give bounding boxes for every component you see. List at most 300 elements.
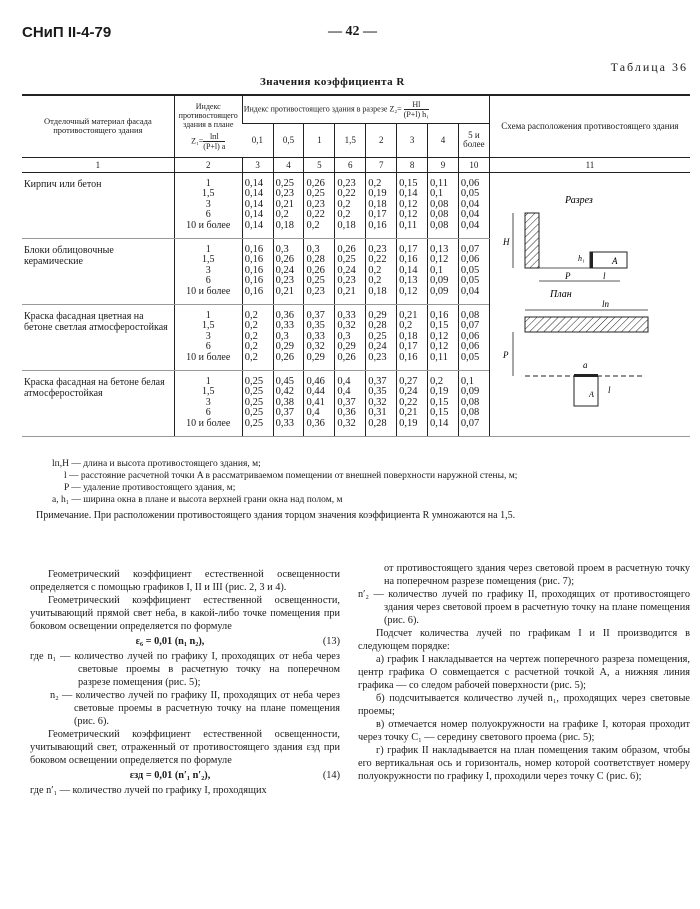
r-value: 0,26 (306, 264, 325, 276)
value-cell (428, 370, 459, 436)
r-value: 0,22 (306, 209, 325, 220)
r-value: 0,14 (244, 209, 264, 220)
r-value: 0,24 (399, 386, 418, 397)
r-value: 0,17 (368, 209, 387, 220)
r-value: 0,29 (337, 341, 356, 352)
z1-value: 1,5 (201, 320, 215, 331)
value-cell (242, 304, 273, 370)
equation-number: (13) (322, 636, 340, 647)
material-cell: Кирпич или бетон (22, 172, 174, 238)
definition: n′₂ — количество лучей по графику II, проходящих от противостоящего здания через световой проем в расчетную точку на плане помещения (рис. 6). (358, 589, 690, 626)
value-cell (428, 172, 459, 238)
r-value: 0,28 (368, 417, 387, 429)
r-value: 0,08 (460, 396, 480, 408)
r-value: 0,22 (337, 188, 356, 199)
header-scheme: Схема расположения противостоящего здания (489, 95, 690, 157)
column-number: 4 (273, 157, 304, 172)
value-cell (242, 370, 273, 436)
value-cell (458, 370, 489, 436)
material-cell: Блоки облицовочные керамические (22, 238, 174, 304)
column-number: 5 (304, 157, 335, 172)
r-value: 0,46 (306, 375, 325, 387)
column-number: 3 (242, 157, 273, 172)
r-value: 0,2 (337, 209, 351, 220)
r-value: 0,21 (275, 198, 294, 210)
r-value: 0,25 (244, 417, 264, 429)
label-P: P (564, 270, 571, 281)
r-value: 0,04 (460, 219, 480, 231)
r-value: 0,06 (460, 177, 480, 189)
z2-value-header: 5 и более (458, 123, 489, 157)
r-value: 0,33 (275, 417, 294, 429)
value-cell (304, 172, 335, 238)
r-value: 0,33 (306, 330, 325, 342)
r-value: 0,32 (337, 417, 356, 429)
z1-value: 10 и более (186, 351, 231, 363)
page-number: — 42 — (328, 24, 377, 39)
r-value: 0,23 (368, 243, 387, 255)
r-value: 0,15 (430, 407, 449, 418)
z1-value: 3 (205, 330, 211, 342)
legend-item: a, h₁ — ширина окна в плане и высота верхней грани окна над полом, м (52, 495, 343, 505)
value-cell (397, 238, 428, 304)
z1-cell (174, 304, 242, 370)
r-value: 0,45 (275, 375, 294, 387)
r-value: 0,2 (368, 177, 382, 189)
r-value: 0,14 (430, 417, 449, 429)
value-cell (458, 304, 489, 370)
column-number: 8 (397, 157, 428, 172)
step-a: а) график I накладывается на чертеж поперечного разреза помещения, центр графика O совмещается с расчетной точкой A, а нижняя линия графика — со следом рабочей поверхности (рис. 5); (358, 654, 690, 691)
value-cell (335, 172, 366, 238)
r-value: 0,2 (399, 320, 413, 331)
r-value: 0,22 (368, 254, 387, 265)
r-value: 0,14 (399, 188, 418, 199)
r-value: 0,18 (337, 219, 356, 231)
z1-value: 3 (205, 198, 211, 210)
r-value: 0,1 (460, 375, 475, 387)
r-value: 0,38 (275, 396, 294, 408)
room (590, 252, 627, 268)
r-value: 0,19 (399, 417, 418, 429)
r-value: 0,1 (430, 264, 444, 276)
z1-value: 6 (205, 275, 211, 286)
r-value: 0,2 (244, 351, 258, 363)
r-value: 0,08 (430, 198, 449, 210)
r-value: 0,36 (337, 407, 356, 418)
value-cell (335, 370, 366, 436)
r-value: 0,2 (368, 275, 382, 286)
r-value: 0,41 (306, 396, 325, 408)
r-value: 0,44 (306, 386, 325, 397)
value-cell (273, 238, 304, 304)
r-value: 0,25 (244, 375, 264, 387)
value-cell (304, 238, 335, 304)
formula-13 (30, 635, 340, 648)
r-value: 0,2 (244, 320, 258, 331)
material-cell: Краска фасадная на бетоне белая атмосферостойкая (22, 370, 174, 436)
z2-value-header: 0,5 (273, 123, 304, 157)
r-value: 0,13 (399, 275, 418, 286)
value-cell (273, 370, 304, 436)
value-cell (335, 238, 366, 304)
z1-value: 1 (205, 309, 211, 321)
r-value: 0,25 (368, 330, 387, 342)
r-value: 0,08 (430, 209, 449, 220)
r-value: 0,24 (337, 264, 356, 276)
z1-value: 3 (205, 396, 211, 408)
section-view (502, 195, 627, 281)
r-value: 0,23 (275, 188, 294, 199)
r-value: 0,14 (244, 198, 264, 210)
value-cell (458, 172, 489, 238)
r-value: 0,21 (275, 285, 294, 297)
column-number: 1 (22, 157, 174, 172)
z1-value: 1 (205, 177, 211, 189)
r-value: 0,26 (275, 254, 294, 265)
r-value: 0,2 (275, 209, 289, 220)
scheme-cell (489, 172, 690, 436)
r-value: 0,05 (460, 188, 480, 199)
r-value: 0,08 (460, 309, 480, 321)
left-column (30, 568, 340, 797)
opposing-building-plan (525, 317, 648, 332)
r-value: 0,2 (430, 375, 444, 387)
room-plan (574, 376, 598, 406)
r-value: 0,14 (244, 219, 264, 231)
value-cell (366, 370, 397, 436)
r-value: 0,09 (460, 386, 480, 397)
header-material: Отделочный материал фасада противостоящего здания (22, 95, 174, 157)
r-value: 0,11 (399, 219, 418, 231)
header-plan-index-label: Индекс противостоящего здания в плане (178, 101, 238, 129)
r-value: 0,3 (306, 243, 320, 255)
r-value: 0,15 (430, 320, 449, 331)
step-d: г) график II накладывается на план помещения таким образом, чтобы его вертикальная ось и горизонталь, номер которой соответствует номеру полуокружности по графику I, проходили через точку C (рис. 6); (358, 745, 690, 782)
r-value: 0,14 (244, 177, 264, 189)
r-value: 0,2 (306, 219, 320, 231)
r-value: 0,16 (244, 243, 264, 255)
table-row-group (22, 172, 690, 238)
z2-value-header: 3 (397, 123, 428, 157)
value-cell (273, 304, 304, 370)
r-value: 0,04 (460, 198, 480, 210)
formula-left: Z₁= (191, 136, 204, 146)
r-value: 0,2 (244, 341, 258, 352)
r-value: 0,13 (430, 243, 449, 255)
r-value: 0,25 (244, 407, 264, 418)
r-value: 0,05 (460, 351, 480, 363)
value-cell (397, 172, 428, 238)
r-value: 0,06 (460, 254, 480, 265)
column-number: 2 (174, 157, 242, 172)
r-value: 0,18 (275, 219, 294, 231)
label-ln: lп (601, 298, 609, 309)
value-cell (273, 172, 304, 238)
scheme-diagram (490, 173, 690, 443)
plan-formula (176, 132, 241, 151)
r-value: 0,29 (306, 351, 325, 363)
z1-value: 6 (205, 209, 211, 220)
formula-text: εзд = 0,01 (n′₁ n′₂), (129, 770, 211, 781)
label-A-plan: A (588, 389, 594, 399)
r-value: 0,04 (460, 285, 480, 297)
definition-continued: от противостоящего здания через световой проем в расчетную точку на поперечном разрезе помещения (рис. 7); (384, 563, 690, 587)
r-value: 0,33 (337, 309, 356, 321)
r-value: 0,25 (306, 275, 325, 286)
legend-item: P — удаление противостоящего здания, м; (64, 483, 236, 493)
r-value: 0,23 (337, 275, 356, 286)
paragraph: Подсчет количества лучей по графикам I и II производится в следующем порядке: (358, 628, 690, 652)
value-cell (304, 370, 335, 436)
table-number: Таблица 36 (610, 60, 688, 74)
value-cell (428, 238, 459, 304)
r-value: 0,18 (368, 198, 387, 210)
r-value: 0,07 (460, 417, 480, 429)
r-value: 0,37 (275, 407, 294, 418)
z2-value-header: 1 (304, 123, 335, 157)
r-value: 0,18 (399, 330, 418, 342)
r-value: 0,36 (275, 309, 294, 321)
plan-view (502, 289, 648, 406)
right-column (358, 562, 690, 783)
r-value: 0,2 (337, 198, 351, 210)
r-value: 0,22 (399, 396, 418, 408)
r-value: 0,2 (368, 264, 382, 276)
value-cell (366, 304, 397, 370)
r-value: 0,33 (275, 320, 294, 331)
r-value: 0,16 (368, 219, 387, 231)
table-note: Примечание. При расположении противостоящего здания торцом значения коэффициента R умножаются на 1,5. (36, 510, 516, 521)
r-value: 0,4 (337, 386, 351, 397)
r-value: 0,16 (244, 275, 264, 286)
definition: где n′₁ — количество лучей по графику I, проходящих (30, 785, 267, 796)
value-cell (397, 370, 428, 436)
z2-value-header: 4 (428, 123, 459, 157)
step-b: б) подсчитывается количество лучей n₁, проходящих через световые проемы; (358, 693, 690, 717)
r-value: 0,28 (306, 254, 325, 265)
formula-num: Hl (404, 100, 429, 110)
r-value: 0,14 (244, 188, 264, 199)
label-A: A (611, 255, 618, 266)
z2-value-header: 2 (366, 123, 397, 157)
r-value: 0,17 (399, 243, 418, 255)
value-cell (366, 238, 397, 304)
r-value: 0,37 (337, 396, 356, 408)
z1-cell (174, 370, 242, 436)
column-number: 6 (335, 157, 366, 172)
r-value: 0,25 (337, 254, 356, 265)
r-value: 0,24 (275, 264, 294, 276)
r-value: 0,21 (337, 285, 356, 297)
value-cell (242, 172, 273, 238)
r-value: 0,15 (399, 177, 418, 189)
r-value: 0,14 (399, 264, 418, 276)
r-value: 0,23 (275, 275, 294, 286)
r-value: 0,16 (244, 254, 264, 265)
value-cell (304, 304, 335, 370)
value-cell (458, 238, 489, 304)
r-value: 0,29 (368, 309, 387, 321)
equation-number: (14) (322, 770, 340, 781)
r-value: 0,3 (275, 243, 289, 255)
paragraph: Геометрический коэффициент естественной освещенности, учитывающий свет, отраженный от противостоящего здания εзд при боковом освещении определяется по формуле (30, 729, 340, 766)
r-value: 0,19 (430, 386, 449, 397)
r-value: 0,07 (460, 243, 480, 255)
r-value: 0,23 (337, 177, 356, 189)
legend-item: lп,H — длина и высота противостоящего здания, м; (52, 459, 261, 469)
label-a: a (582, 359, 588, 370)
r-value: 0,12 (399, 198, 418, 210)
table-footnotes (36, 458, 686, 522)
r-value: 0,32 (368, 396, 387, 408)
z1-value: 6 (205, 341, 211, 352)
z2-value-header: 1,5 (335, 123, 366, 157)
z1-value: 1 (205, 243, 211, 255)
paragraph: Геометрический коэффициент естественной освещенности определяется с помощью графиков I, II и III (рис. 2, 3 и 4). (30, 569, 340, 593)
r-value: 0,29 (275, 341, 294, 352)
r-value: 0,16 (244, 285, 264, 297)
r-value: 0,25 (244, 386, 264, 397)
z1-value: 3 (205, 264, 211, 276)
value-cell (366, 172, 397, 238)
r-value: 0,06 (460, 341, 480, 352)
label-P-plan: P (502, 349, 509, 360)
z1-value: 10 и более (186, 219, 231, 231)
document-code: СНиП II-4-79 (22, 24, 112, 41)
z1-value: 6 (205, 407, 211, 418)
z1-value: 1,5 (201, 188, 215, 199)
z1-value: 10 и более (186, 417, 231, 429)
plan-label: План (549, 288, 572, 300)
value-cell (428, 304, 459, 370)
r-value: 0,16 (399, 351, 418, 363)
r-value: 0,11 (430, 177, 449, 189)
r-value: 0,35 (306, 320, 325, 331)
column-number: 9 (428, 157, 459, 172)
r-value: 0,26 (337, 243, 356, 255)
z2-value-header: 0,1 (251, 134, 263, 145)
r-value: 0,12 (399, 285, 418, 297)
label-h1: h₁ (577, 253, 585, 263)
r-value: 0,05 (460, 275, 480, 286)
r-value: 0,16 (399, 254, 418, 265)
r-value: 0,23 (368, 351, 387, 363)
r-value: 0,09 (430, 285, 449, 297)
formula-num: lпl (203, 132, 225, 142)
r-value: 0,26 (275, 351, 294, 363)
r-value: 0,16 (244, 264, 264, 276)
opposing-building (525, 213, 539, 268)
r-value: 0,21 (399, 309, 418, 321)
r-value: 0,12 (430, 341, 449, 352)
header-section-index-label: Индекс противостоящего здания в разрезе Z₂= (243, 104, 402, 114)
r-value: 0,16 (430, 309, 449, 321)
r-value: 0,12 (430, 254, 449, 265)
r-value: 0,23 (306, 285, 325, 297)
r-value: 0,04 (460, 209, 480, 220)
r-value: 0,2 (244, 309, 258, 321)
r-value: 0,07 (460, 320, 480, 331)
header-section-index (242, 95, 489, 123)
formula-14 (30, 769, 340, 782)
column-number: 7 (366, 157, 397, 172)
r-value: 0,31 (368, 407, 387, 418)
r-value: 0,18 (368, 285, 387, 297)
r-value: 0,25 (306, 188, 325, 199)
r-value: 0,27 (399, 375, 418, 387)
r-value: 0,09 (430, 275, 449, 286)
label-l: l (602, 270, 606, 281)
r-value: 0,26 (337, 351, 356, 363)
r-value: 0,28 (368, 320, 387, 331)
r-value: 0,24 (368, 341, 387, 352)
r-value: 0,4 (306, 407, 320, 418)
z1-cell (174, 172, 242, 238)
z1-value: 1,5 (201, 386, 215, 397)
r-value: 0,37 (306, 309, 325, 321)
value-cell (242, 238, 273, 304)
r-value: 0,35 (368, 386, 387, 397)
r-value: 0,4 (337, 375, 351, 387)
r-value: 0,36 (306, 417, 325, 429)
r-value: 0,05 (460, 264, 480, 276)
r-value: 0,15 (430, 396, 449, 408)
r-value: 0,3 (275, 330, 289, 342)
coefficient-table (22, 94, 690, 437)
r-value: 0,32 (306, 341, 325, 352)
r-value: 0,3 (337, 330, 351, 342)
r-value: 0,1 (430, 188, 444, 199)
r-value: 0,12 (430, 330, 449, 342)
value-cell (335, 304, 366, 370)
z1-value: 1,5 (201, 254, 215, 265)
r-value: 0,25 (275, 177, 294, 189)
formula-text: ε₆ = 0,01 (n₁ n₂), (135, 636, 205, 647)
r-value: 0,32 (337, 320, 356, 331)
r-value: 0,08 (460, 407, 480, 418)
z1-value: 1 (205, 375, 211, 387)
z1-cell (174, 238, 242, 304)
r-value: 0,21 (399, 407, 418, 418)
value-cell (397, 304, 428, 370)
label-l-plan: l (607, 384, 611, 395)
r-value: 0,12 (399, 209, 418, 220)
r-value: 0,08 (430, 219, 449, 231)
r-value: 0,37 (368, 375, 387, 387)
z1-value: 10 и более (186, 285, 231, 297)
header-plan-index (174, 95, 242, 157)
material-cell: Краска фасадная цветная на бетоне светлая атмосферостойкая (22, 304, 174, 370)
paragraph: Геометрический коэффициент естественной освещенности, учитывающий прямой свет неба, в какой-либо точке помещения при боковом освещении определяется по формуле (30, 595, 340, 632)
r-value: 0,25 (244, 396, 264, 408)
r-value: 0,2 (244, 330, 258, 342)
r-value: 0,17 (399, 341, 418, 352)
step-c: в) отмечается номер полуокружности на графике I, которая проходит через точку C₁ — середину светового проема (рис. 5); (358, 719, 690, 743)
r-value: 0,26 (306, 177, 325, 189)
r-value: 0,23 (306, 198, 325, 210)
legend (36, 458, 686, 506)
r-value: 0,19 (368, 188, 387, 199)
definition: n₂ — количество лучей по графику II, проходящих от неба через световые проемы в расчетную точку на плане помещения (рис. 6). (50, 690, 340, 727)
section-label: Разрез (564, 194, 593, 206)
column-number: 11 (489, 157, 690, 172)
column-number: 10 (458, 157, 489, 172)
label-H: H (502, 236, 510, 247)
table-title: Значения коэффициента R (260, 76, 405, 88)
legend-item: l — расстояние расчетной точки A в рассматриваемом помещении от внешней поверхности наружной стены, м; (64, 471, 518, 481)
definition: где n₁ — количество лучей по графику I, проходящих от неба через световые проемы в расчетную точку на поперечном разрезе помещения (рис. 5); (30, 651, 340, 688)
